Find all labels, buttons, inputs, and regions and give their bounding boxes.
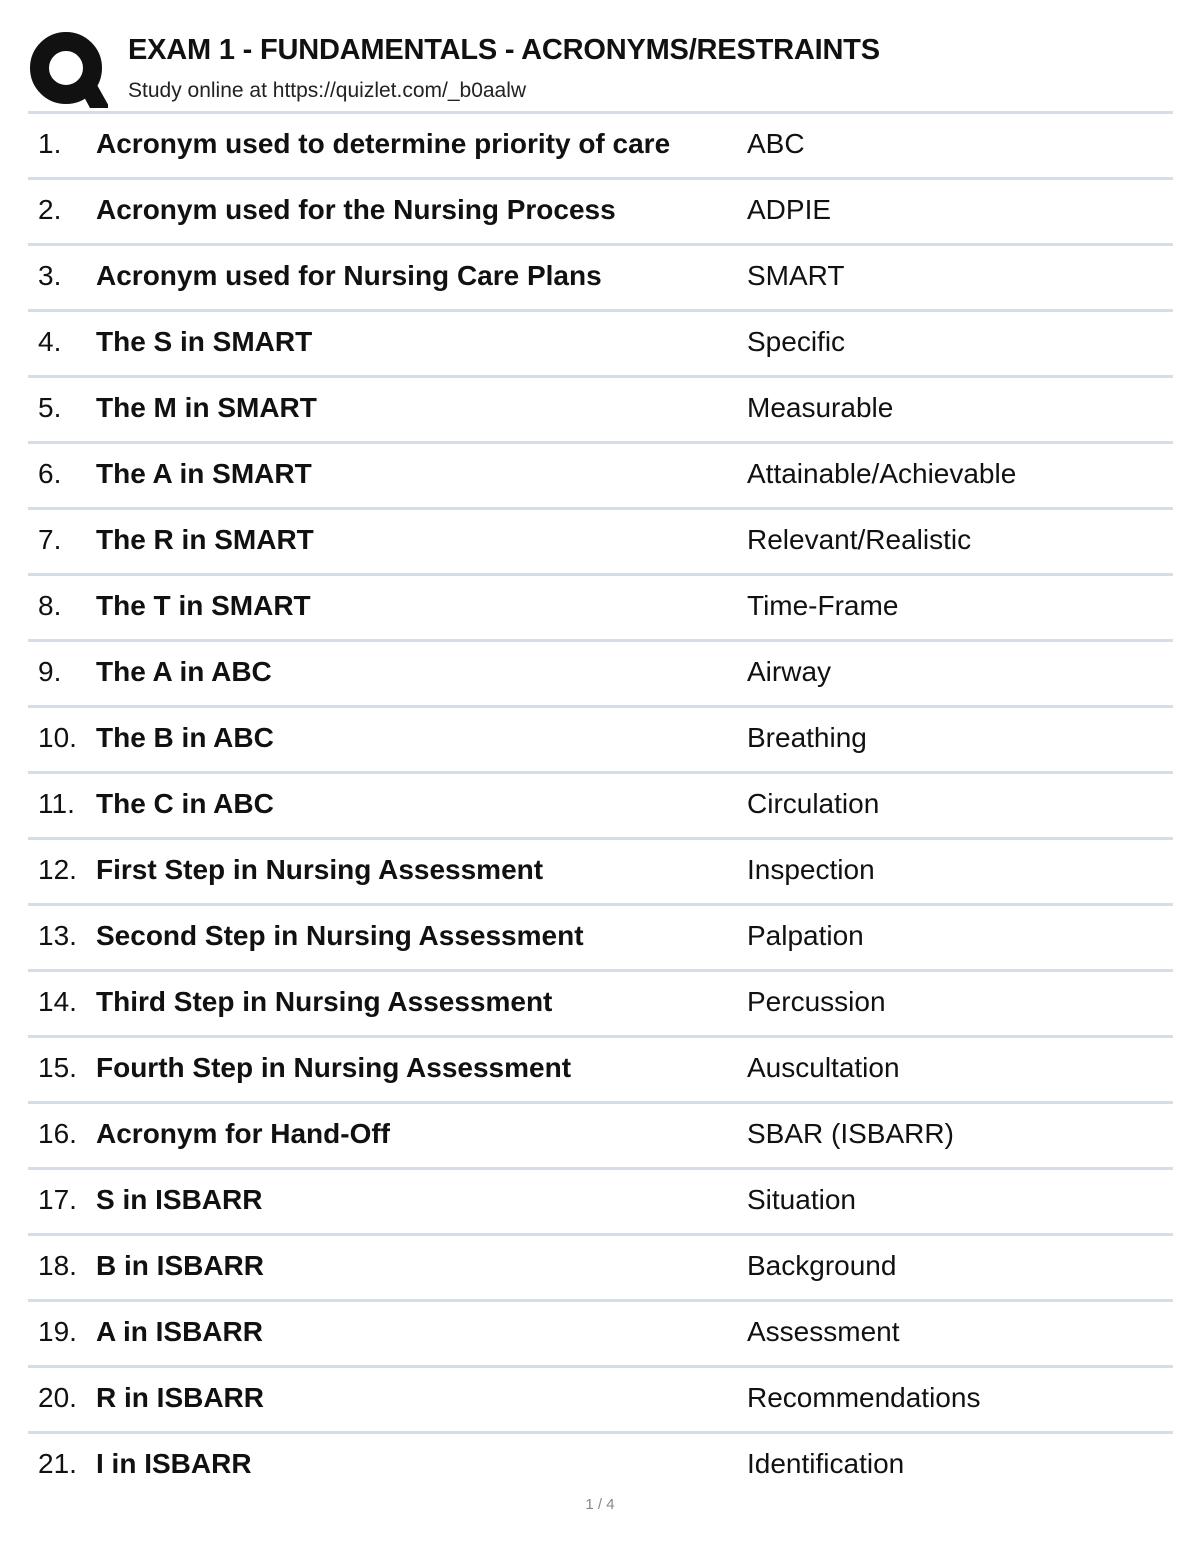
flashcard-row — [28, 1170, 1173, 1236]
card-number: 9. — [38, 656, 62, 687]
card-number: 12. — [38, 854, 77, 885]
flashcard-row — [28, 180, 1173, 246]
card-term: S in ISBARR — [96, 1184, 263, 1215]
card-number: 6. — [38, 458, 62, 489]
card-number: 15. — [38, 1052, 77, 1083]
card-definition: Auscultation — [747, 1052, 900, 1083]
card-definition: Percussion — [747, 986, 886, 1017]
card-definition: Identification — [747, 1448, 905, 1479]
card-term: Acronym used for the Nursing Process — [96, 194, 616, 225]
card-term: The A in SMART — [96, 458, 312, 489]
card-term: The A in ABC — [96, 656, 272, 687]
flashcard-row — [28, 246, 1173, 312]
flashcard-row — [28, 906, 1173, 972]
page-number: 1 / 4 — [585, 1496, 615, 1513]
card-definition: ADPIE — [747, 194, 832, 225]
flashcard-row — [28, 378, 1173, 444]
card-number: 13. — [38, 920, 77, 951]
study-online-link[interactable]: Study online at https://quizlet.com/_b0aalw — [128, 79, 527, 102]
quizlet-logo-icon — [30, 32, 108, 108]
flashcard-row — [28, 840, 1173, 906]
flashcard-row — [28, 510, 1173, 576]
card-number: 2. — [38, 194, 62, 225]
card-number: 21. — [38, 1448, 77, 1479]
card-term: Acronym used for Nursing Care Plans — [96, 260, 602, 291]
card-number: 5. — [38, 392, 62, 423]
page-title: EXAM 1 - FUNDAMENTALS - ACRONYMS/RESTRAINTS — [128, 34, 880, 66]
card-definition: Background — [747, 1250, 897, 1281]
card-number: 10. — [38, 722, 77, 753]
flashcard-row — [28, 1368, 1173, 1434]
card-number: 8. — [38, 590, 62, 621]
card-number: 18. — [38, 1250, 77, 1281]
flashcard-row — [28, 1038, 1173, 1104]
card-term: Acronym used to determine priority of care — [96, 128, 671, 159]
flashcard-row — [28, 708, 1173, 774]
card-term: R in ISBARR — [96, 1382, 264, 1413]
card-term: The T in SMART — [96, 590, 311, 621]
flashcard-list — [28, 111, 1173, 1497]
card-definition: SBAR (ISBARR) — [747, 1118, 954, 1149]
card-term: The C in ABC — [96, 788, 274, 819]
card-definition: Time-Frame — [747, 590, 899, 621]
flashcard-row — [28, 1302, 1173, 1368]
card-definition: Inspection — [747, 854, 875, 885]
card-term: Third Step in Nursing Assessment — [96, 986, 553, 1017]
card-number: 11. — [38, 788, 75, 819]
card-number: 20. — [38, 1382, 77, 1413]
card-definition: Palpation — [747, 920, 864, 951]
card-term: Second Step in Nursing Assessment — [96, 920, 584, 951]
card-term: The S in SMART — [96, 326, 313, 357]
card-term: I in ISBARR — [96, 1448, 252, 1479]
page-header — [28, 28, 1178, 112]
flashcard-row — [28, 1104, 1173, 1170]
card-term: B in ISBARR — [96, 1250, 264, 1281]
card-number: 14. — [38, 986, 77, 1017]
card-definition: SMART — [747, 260, 845, 291]
card-term: Fourth Step in Nursing Assessment — [96, 1052, 572, 1083]
card-definition: Assessment — [747, 1316, 900, 1347]
card-term: The B in ABC — [96, 722, 274, 753]
card-definition: Measurable — [747, 392, 894, 423]
flashcard-row — [28, 444, 1173, 510]
flashcard-row — [28, 1434, 1173, 1497]
card-definition: Recommendations — [747, 1382, 981, 1413]
card-definition: Relevant/Realistic — [747, 524, 972, 555]
flashcard-row — [28, 642, 1173, 708]
card-definition: Breathing — [747, 722, 867, 753]
card-term: The M in SMART — [96, 392, 317, 423]
card-number: 7. — [38, 524, 62, 555]
card-number: 19. — [38, 1316, 77, 1347]
card-definition: Attainable/Achievable — [747, 458, 1017, 489]
card-definition: Specific — [747, 326, 846, 357]
card-number: 17. — [38, 1184, 77, 1215]
card-term: A in ISBARR — [96, 1316, 263, 1347]
card-term: First Step in Nursing Assessment — [96, 854, 544, 885]
card-definition: Airway — [747, 656, 832, 687]
card-definition: Situation — [747, 1184, 856, 1215]
flashcard-row — [28, 1236, 1173, 1302]
flashcard-row — [28, 114, 1173, 180]
card-number: 3. — [38, 260, 62, 291]
card-number: 16. — [38, 1118, 77, 1149]
flashcard-row — [28, 774, 1173, 840]
card-number: 4. — [38, 326, 62, 357]
card-term: Acronym for Hand-Off — [96, 1118, 390, 1149]
card-definition: ABC — [747, 128, 805, 159]
card-definition: Circulation — [747, 788, 880, 819]
flashcard-row — [28, 972, 1173, 1038]
card-term: The R in SMART — [96, 524, 314, 555]
card-number: 1. — [38, 128, 62, 159]
flashcard-row — [28, 312, 1173, 378]
flashcard-row — [28, 576, 1173, 642]
